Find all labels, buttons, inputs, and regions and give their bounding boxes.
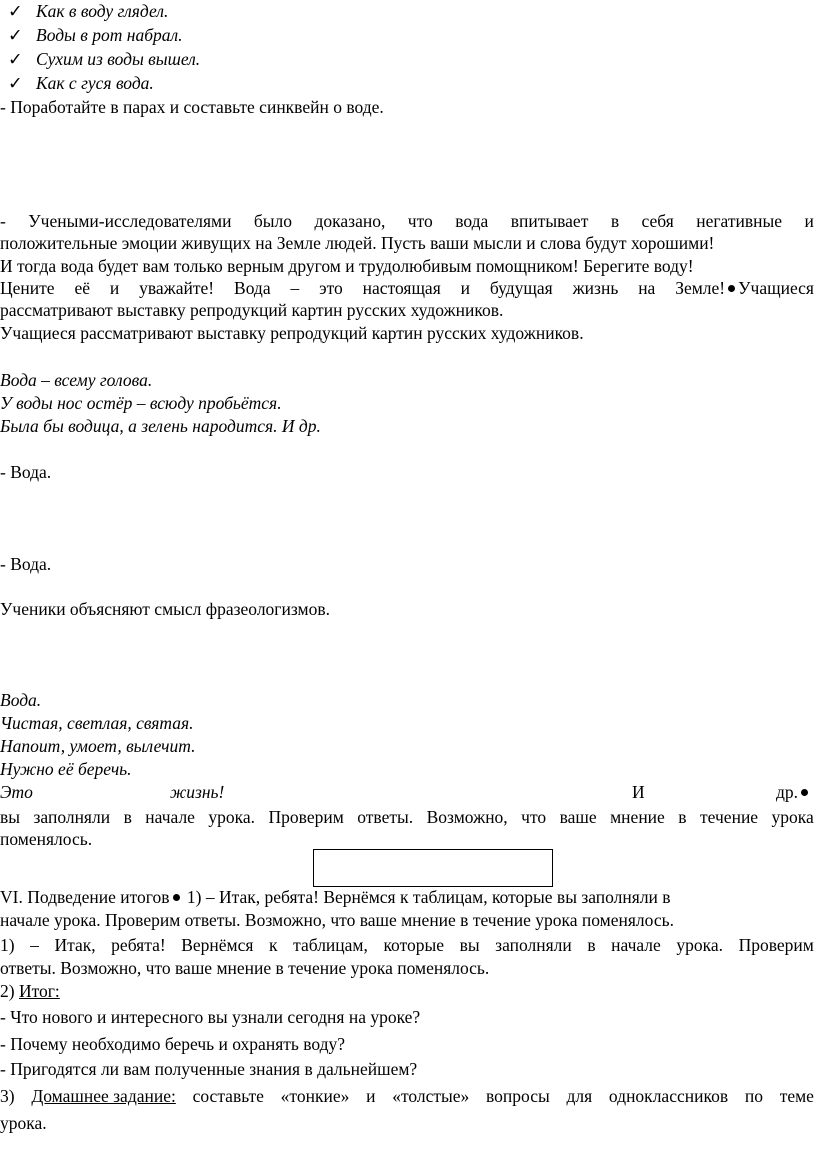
proverb: Вода – всему голова. bbox=[0, 370, 153, 390]
para1-line1: - Учеными-исследователями было доказано, что вода впитывает в себя негативные и bbox=[0, 211, 814, 231]
para1-line4: Цените её и уважайте! Вода – это настоящая и будущая жизнь на Земле! Учащиеся bbox=[0, 278, 814, 298]
itog-heading: 2) Итог: bbox=[0, 981, 60, 1001]
bullet-dot-icon bbox=[801, 789, 808, 796]
check-icon: ✓ bbox=[8, 25, 23, 45]
check-icon: ✓ bbox=[8, 1, 23, 21]
homework-line2: урока. bbox=[0, 1113, 47, 1133]
proverb: Была бы водица, а зелень народится. И др. bbox=[0, 416, 321, 436]
para2-line1: вы заполняли в начале урока. Проверим ответы. Возможно, что ваше мнение в течение урока bbox=[0, 807, 814, 827]
explain-note: Ученики объясняют смысл фразеологизмов. bbox=[0, 599, 330, 619]
homework-label: Домашнее задание: bbox=[31, 1086, 176, 1106]
cinquain-line: Нужно её беречь. bbox=[0, 759, 132, 779]
summary-line1: VI. Подведение итогов 1) – Итак, ребята! Вернёмся к таблицам, которые вы заполняли в bbox=[0, 887, 671, 907]
cinquain-word: Это bbox=[0, 782, 33, 802]
exhibit-note: Учащиеся рассматривают выставку репродукций картин русских художников. bbox=[0, 323, 584, 343]
water-answer-1: - Вода. bbox=[0, 462, 52, 482]
cinquain-line: Чистая, светлая, святая. bbox=[0, 713, 194, 733]
cinquain-line: Напоит, умоет, вылечит. bbox=[0, 736, 196, 756]
proverb: У воды нос остёр – всюду пробьётся. bbox=[0, 393, 282, 413]
bullet-dot-icon bbox=[728, 285, 735, 292]
check-icon: ✓ bbox=[8, 73, 23, 93]
question: - Что нового и интересного вы узнали сегодня на уроке? bbox=[0, 1007, 421, 1027]
summary-line3: 1) – Итак, ребята! Вернёмся к таблицам, которые вы заполняли в начале урока. Проверим bbox=[0, 935, 814, 955]
bullet-dot-icon bbox=[173, 894, 180, 901]
para2-line2: поменялось. bbox=[0, 829, 93, 849]
checklist-item: ✓ Как с гуся вода. bbox=[8, 73, 154, 93]
water-answer-2: - Вода. bbox=[0, 554, 52, 574]
summary-line2: начале урока. Проверим ответы. Возможно, что ваше мнение в течение урока поменялось. bbox=[0, 910, 674, 930]
question: - Пригодятся ли вам полученные знания в дальнейшем? bbox=[0, 1059, 418, 1079]
cinquain-word: жизнь! bbox=[170, 782, 225, 802]
summary-line4: ответы. Возможно, что ваше мнение в течение урока поменялось. bbox=[0, 958, 490, 978]
empty-box bbox=[313, 849, 553, 887]
question: - Почему необходимо беречь и охранять воду? bbox=[0, 1034, 346, 1054]
check-icon: ✓ bbox=[8, 49, 23, 69]
para1-line5: рассматривают выставку репродукций картин русских художников. bbox=[0, 300, 504, 320]
homework-line1: 3) Домашнее задание: составьте «тонкие» и «толстые» вопросы для одноклассников по теме bbox=[0, 1086, 814, 1106]
task-pairs: - Поработайте в парах и составьте синквейн о воде. bbox=[0, 97, 384, 117]
checklist-item: ✓ Как в воду глядел. bbox=[8, 1, 169, 21]
cinquain-line: Вода. bbox=[0, 690, 42, 710]
para1-line2: положительные эмоции живущих на Земле людей. Пусть ваши мысли и слова будут хорошими! bbox=[0, 233, 715, 253]
checklist-item: ✓ Сухим из воды вышел. bbox=[8, 49, 201, 69]
para1-line3: И тогда вода будет вам только верным другом и трудолюбивым помощником! Берегите воду! bbox=[0, 256, 694, 276]
cinquain-word: И bbox=[632, 782, 645, 802]
checklist-item: ✓ Воды в рот набрал. bbox=[8, 25, 183, 45]
cinquain-word: др. bbox=[776, 781, 811, 803]
